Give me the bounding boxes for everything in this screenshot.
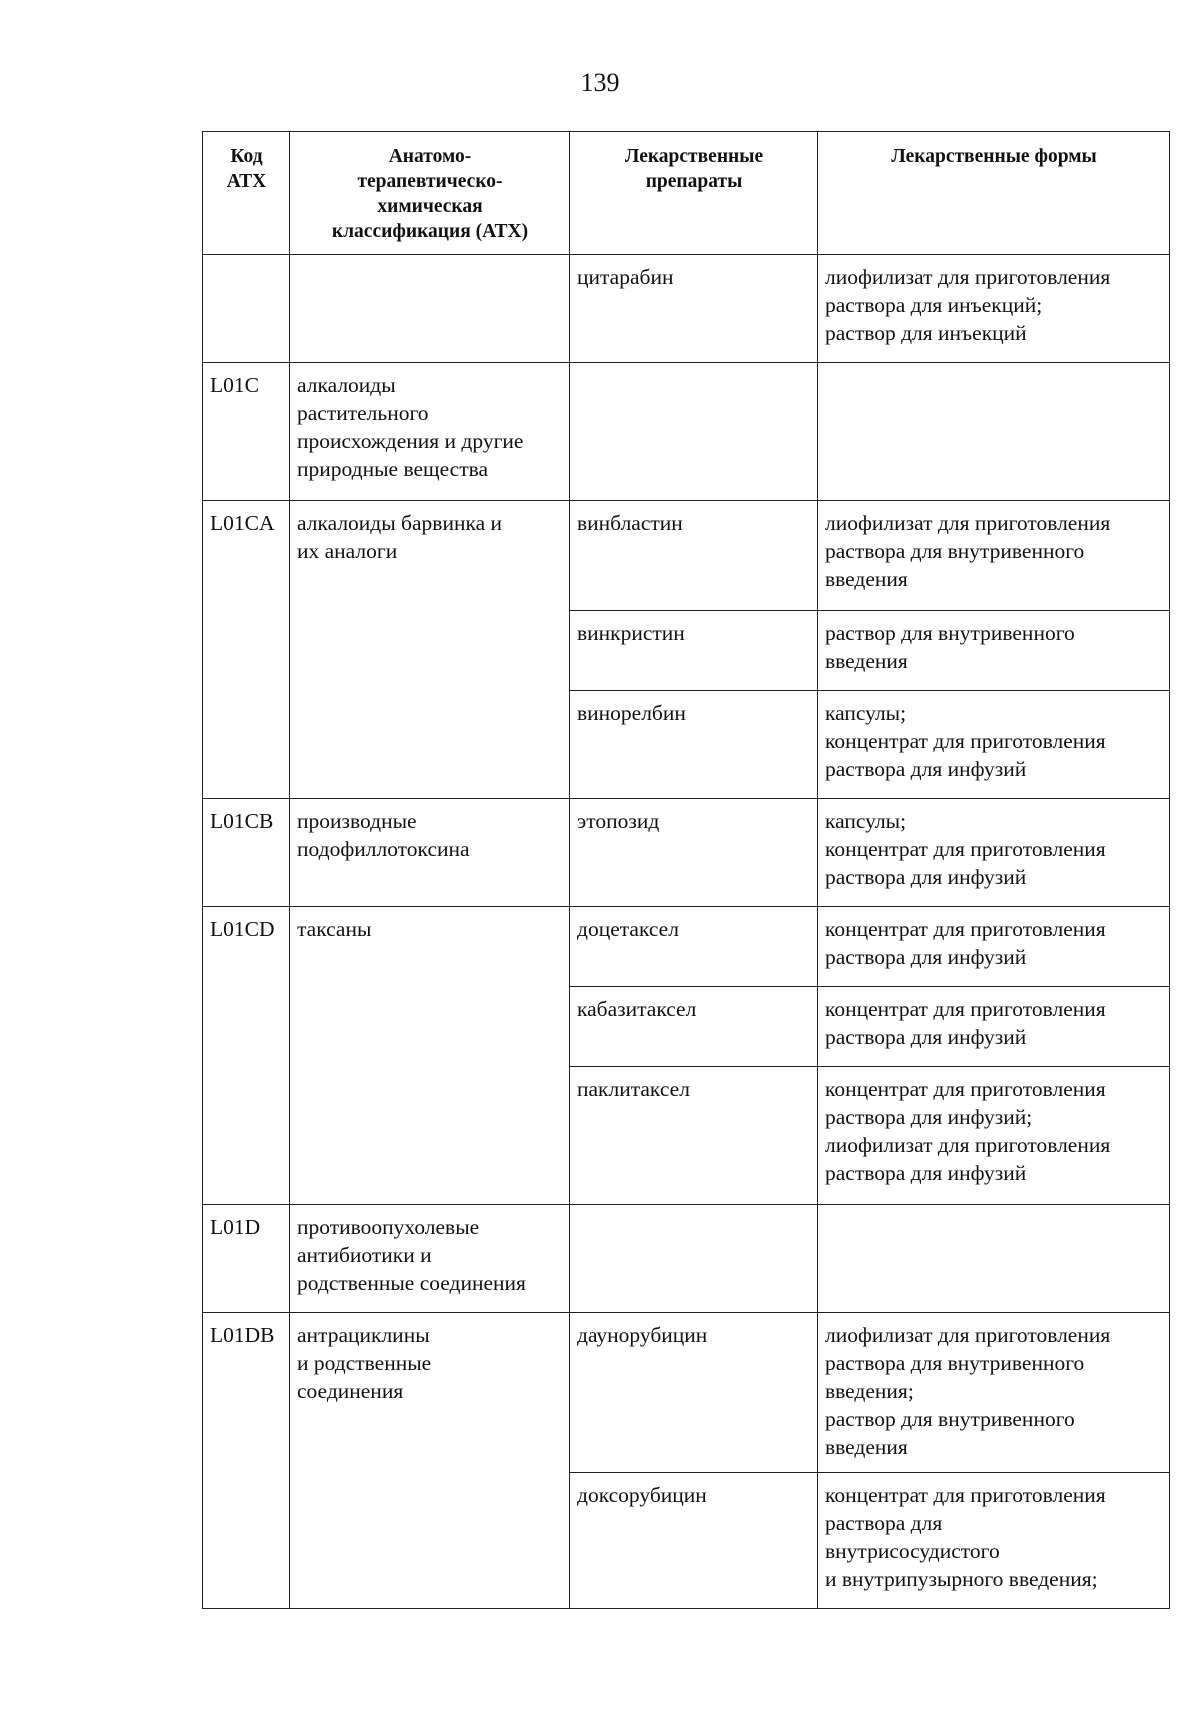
atx-code-cell: L01CB bbox=[203, 799, 290, 907]
drug-cell: кабазитаксел bbox=[570, 987, 818, 1067]
dosage-form-cell: концентрат для приготовления раствора для инфузий bbox=[818, 987, 1170, 1067]
header-code: Код АТХ bbox=[203, 132, 290, 255]
table-row bbox=[203, 255, 1170, 363]
dosage-form-cell: капсулы; концентрат для приготовления раствора для инфузий bbox=[818, 799, 1170, 907]
drug-cell bbox=[570, 363, 818, 501]
atx-code-cell: L01C bbox=[203, 363, 290, 501]
dosage-form-cell: лиофилизат для приготовления раствора для инъекций; раствор для инъекций bbox=[818, 255, 1170, 363]
drug-cell: даунорубицин bbox=[570, 1313, 818, 1473]
table-row bbox=[203, 1313, 1170, 1473]
header-drugs: Лекарственные препараты bbox=[570, 132, 818, 255]
atx-class-cell bbox=[290, 255, 570, 363]
atx-code-cell: L01CA bbox=[203, 501, 290, 799]
dosage-form-cell: концентрат для приготовления раствора для внутрисосудистого и внутрипузырного введения; bbox=[818, 1473, 1170, 1609]
atx-code-cell: L01CD bbox=[203, 907, 290, 1205]
atx-class-cell: алкалоиды растительного происхождения и другие природные вещества bbox=[290, 363, 570, 501]
dosage-form-cell: лиофилизат для приготовления раствора для внутривенного введения bbox=[818, 501, 1170, 611]
drug-cell bbox=[570, 1205, 818, 1313]
drug-cell: доксорубицин bbox=[570, 1473, 818, 1609]
atx-class-cell: антрациклины и родственные соединения bbox=[290, 1313, 570, 1609]
drug-cell: винбластин bbox=[570, 501, 818, 611]
dosage-form-cell: раствор для внутривенного введения bbox=[818, 611, 1170, 691]
header-row bbox=[203, 132, 1170, 255]
atx-code-cell: L01DB bbox=[203, 1313, 290, 1609]
table-header bbox=[203, 132, 1170, 255]
table-row bbox=[203, 363, 1170, 501]
table-row bbox=[203, 501, 1170, 611]
header-forms: Лекарственные формы bbox=[818, 132, 1170, 255]
dosage-form-cell bbox=[818, 363, 1170, 501]
atx-code-cell bbox=[203, 255, 290, 363]
dosage-form-cell: лиофилизат для приготовления раствора для внутривенного введения; раствор для внутривенного введения bbox=[818, 1313, 1170, 1473]
drug-cell: паклитаксел bbox=[570, 1067, 818, 1205]
atx-class-cell: противоопухолевые антибиотики и родственные соединения bbox=[290, 1205, 570, 1313]
dosage-form-cell: концентрат для приготовления раствора для инфузий bbox=[818, 907, 1170, 987]
drug-cell: винкристин bbox=[570, 611, 818, 691]
page-number: 139 bbox=[580, 68, 620, 97]
atx-code-cell: L01D bbox=[203, 1205, 290, 1313]
table-row bbox=[203, 907, 1170, 987]
dosage-form-cell: концентрат для приготовления раствора для инфузий; лиофилизат для приготовления раствора для инфузий bbox=[818, 1067, 1170, 1205]
drug-cell: этопозид bbox=[570, 799, 818, 907]
dosage-form-cell: капсулы; концентрат для приготовления раствора для инфузий bbox=[818, 691, 1170, 799]
drug-cell: доцетаксел bbox=[570, 907, 818, 987]
table-body bbox=[203, 255, 1170, 1609]
atx-class-cell: алкалоиды барвинка и их аналоги bbox=[290, 501, 570, 799]
drug-cell: винорелбин bbox=[570, 691, 818, 799]
atx-class-cell: производные подофиллотоксина bbox=[290, 799, 570, 907]
atx-class-cell: таксаны bbox=[290, 907, 570, 1205]
table-row bbox=[203, 799, 1170, 907]
atx-table bbox=[202, 131, 1170, 1609]
table-row bbox=[203, 1205, 1170, 1313]
dosage-form-cell bbox=[818, 1205, 1170, 1313]
drug-cell: цитарабин bbox=[570, 255, 818, 363]
header-classification: Анатомо- терапевтическо- химическая классификация (АТХ) bbox=[290, 132, 570, 255]
